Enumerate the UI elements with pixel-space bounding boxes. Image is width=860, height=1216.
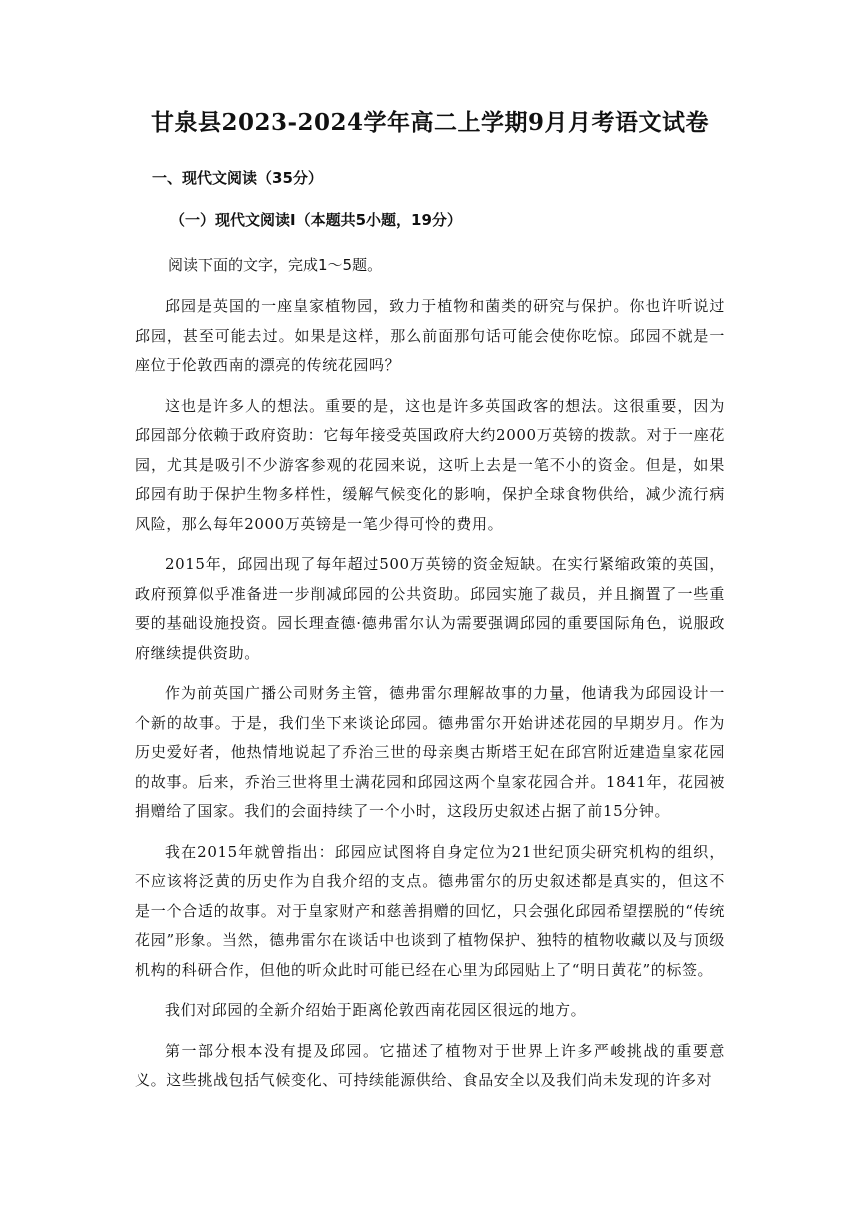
- subsection-heading: （一）现代文阅读Ⅰ（本题共5小题，19分）: [170, 211, 462, 229]
- document-title: 甘泉县2023-2024学年高二上学期9月月考语文试卷: [150, 109, 710, 136]
- passage-paragraph: 2015年，邱园出现了每年超过500万英镑的资金短缺。在实行紧缩政策的英国，政府预算似乎准备进一步削减邱园的公共资助。邱园实施了裁员，并且搁置了一些重要的基础设施投资。园长理查德·德弗雷尔认为需要强调邱园的重要国际角色，说服政府继续提供资助。: [135, 555, 725, 662]
- passage-body: [135, 292, 725, 1107]
- section-heading: 一、现代文阅读（35分）: [152, 169, 323, 187]
- passage-paragraph: 邱园是英国的一座皇家植物园，致力于植物和菌类的研究与保护。你也许听说过邱园，甚至可能去过。如果是这样，那么前面那句话可能会使你吃惊。邱园不就是一座位于伦敦西南的漂亮的传统花园吗？: [135, 297, 725, 374]
- reading-instruction: 阅读下面的文字，完成1～5题。: [168, 256, 383, 274]
- passage-paragraph: 我们对邱园的全新介绍始于距离伦敦西南花园区很远的地方。: [165, 1001, 587, 1019]
- passage-paragraph: 我在2015年就曾指出：邱园应试图将自身定位为21世纪顶尖研究机构的组织，不应该将泛黄的历史作为自我介绍的支点。德弗雷尔的历史叙述都是真实的，但这不是一个合适的故事。对于皇家财产和慈善捐赠的回忆，只会强化邱园希望摆脱的“传统花园”形象。当然，德弗雷尔在谈话中也谈到了植物保护、独特的植物收藏以及与顶级机构的科研合作，但他的听众此时可能已经在心里为邱园贴上了“明日黄花”的标签。: [135, 842, 725, 979]
- passage-paragraph: 这也是许多人的想法。重要的是，这也是许多英国政客的想法。这很重要，因为邱园部分依赖于政府资助：它每年接受英国政府大约2000万英镑的拨款。对于一座花园，尤其是吸引不少游客参观的花园来说，这听上去是一笔不小的资金。但是，如果邱园有助于保护生物多样性，缓解气候变化的影响，保护全球食物供给，减少流行病风险，那么每年2000万英镑是一笔少得可怜的费用。: [135, 396, 725, 533]
- passage-paragraph: 作为前英国广播公司财务主管，德弗雷尔理解故事的力量，他请我为邱园设计一个新的故事。于是，我们坐下来谈论邱园。德弗雷尔开始讲述花园的早期岁月。作为历史爱好者，他热情地说起了乔治三世的母亲奥古斯塔王妃在邱宫附近建造皇家花园的故事。后来，乔治三世将里士满花园和邱园这两个皇家花园合并。1841年，花园被捐赠给了国家。我们的会面持续了一个小时，这段历史叙述占据了前15分钟。: [135, 684, 725, 820]
- passage-paragraph: 第一部分根本没有提及邱园。它描述了植物对于世界上许多严峻挑战的重要意义。这些挑战包括气候变化、可持续能源供给、食品安全以及我们尚未发现的许多对: [135, 1041, 725, 1089]
